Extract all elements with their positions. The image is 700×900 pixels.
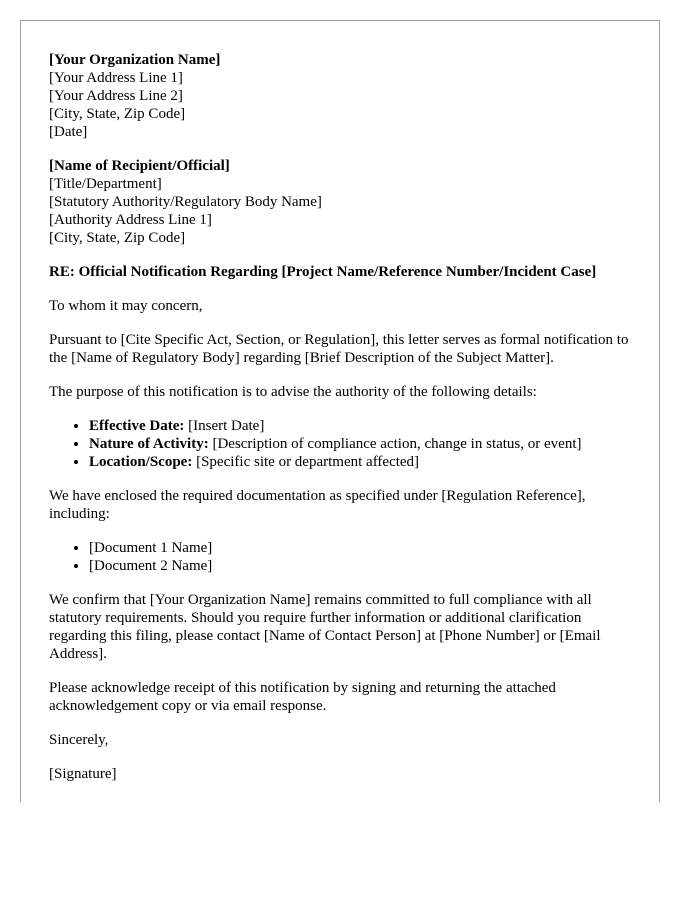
sender-address-line-2: [Your Address Line 2] (49, 88, 183, 104)
details-list (49, 417, 631, 471)
letter-page (20, 20, 660, 802)
purpose-paragraph: The purpose of this notification is to advise the authority of the following details: (49, 384, 537, 400)
detail-value: [Specific site or department affected] (192, 454, 420, 470)
sender-city-state-zip: [City, State, Zip Code] (49, 106, 186, 122)
recipient-title: [Title/Department] (49, 176, 162, 192)
document-list-item: • [Document 2 Name] (89, 557, 631, 575)
subject-line: RE: Official Notification Regarding [Project Name/Reference Number/Incident Case] (49, 264, 597, 280)
letter-date: [Date] (49, 124, 88, 140)
recipient-block (49, 157, 631, 247)
salutation: To whom it may concern, (49, 298, 203, 314)
sender-org-name: [Your Organization Name] (49, 52, 221, 68)
documents-list (49, 539, 631, 575)
recipient-name: [Name of Recipient/Official] (49, 158, 230, 174)
sender-address-line-1: [Your Address Line 1] (49, 70, 183, 86)
details-list-item (89, 435, 631, 453)
detail-label: Location/Scope: (89, 454, 193, 470)
compliance-paragraph: We confirm that [Your Organization Name] remains committed to full compliance with all statutory requirements. Should you require further information or additional clarification regarding this filing, please contact [Name of Contact Person] at [Phone Number] or [Email Address]. (49, 592, 601, 662)
enclosed-paragraph: We have enclosed the required documentation as specified under [Regulation Reference], including: (49, 488, 586, 522)
intro-paragraph: Pursuant to [Cite Specific Act, Section, or Regulation], this letter serves as formal notification to the [Name of Regulatory Body] regarding [Brief Description of the Subject Matter]. (49, 332, 629, 366)
detail-label: Nature of Activity: (89, 436, 209, 452)
closing: Sincerely, (49, 732, 109, 748)
details-list-item (89, 453, 631, 471)
sender-block (49, 51, 631, 141)
detail-value: [Insert Date] (184, 418, 265, 434)
recipient-city-state-zip: [City, State, Zip Code] (49, 230, 186, 246)
details-list-item (89, 417, 631, 435)
signature: [Signature] (49, 766, 117, 782)
recipient-authority: [Statutory Authority/Regulatory Body Name] (49, 194, 322, 210)
detail-value: [Description of compliance action, change in status, or event] (208, 436, 582, 452)
acknowledge-paragraph: Please acknowledge receipt of this notification by signing and returning the attached acknowledgement copy or via email response. (49, 680, 556, 714)
document-list-item: • [Document 1 Name] (89, 539, 631, 557)
recipient-address-line-1: [Authority Address Line 1] (49, 212, 212, 228)
detail-label: Effective Date: (89, 418, 185, 434)
